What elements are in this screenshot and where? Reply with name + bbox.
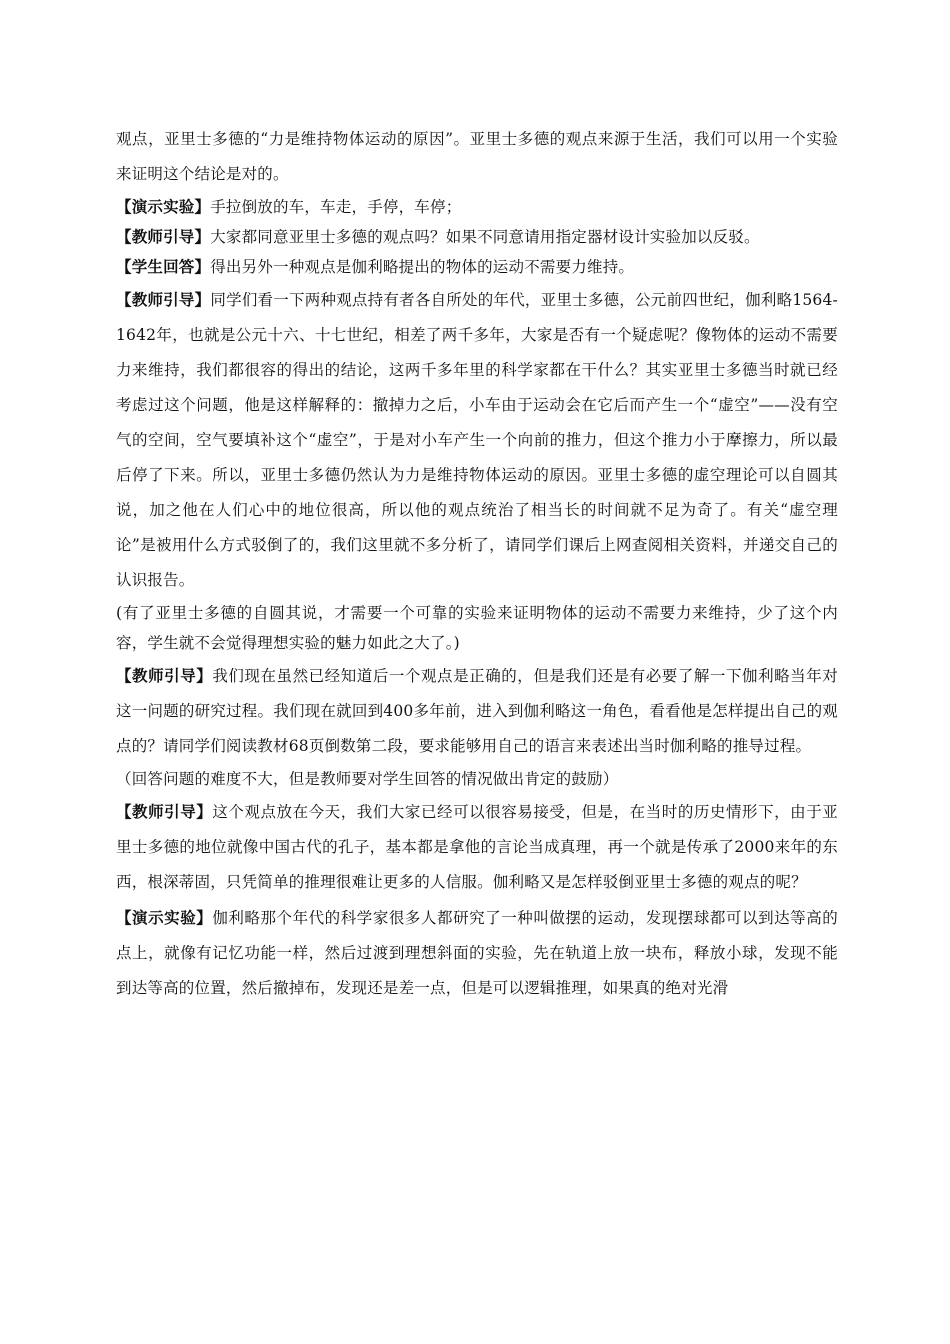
- paragraph-note-1: [116, 598, 838, 658]
- paragraph-demo-experiment-1: [116, 192, 838, 222]
- paragraph-label: 【教师引导】: [116, 666, 213, 685]
- paragraph-student-answer: [116, 252, 838, 282]
- paragraph-note-2: [116, 764, 838, 794]
- paragraph-teacher-guide-4: [116, 794, 838, 900]
- paragraph-label: 【演示实验】: [116, 197, 211, 216]
- paragraph-label: 【教师引导】: [116, 227, 211, 246]
- paragraph-label: 【教师引导】: [116, 290, 211, 309]
- paragraph-demo-experiment-2: [116, 900, 838, 1006]
- paragraph-text: (有了亚里士多德的自圆其说，才需要一个可靠的实验来证明物体的运动不需要力来维持，少了这个内容，学生就不会觉得理想实验的魅力如此之大了。): [116, 604, 838, 652]
- paragraph-teacher-guide-1: [116, 222, 838, 252]
- paragraph-teacher-guide-2: [116, 282, 838, 598]
- paragraph-text: 这个观点放在今天，我们大家已经可以很容易接受，但是，在当时的历史情形下，由于亚里士多德的地位就像中国古代的孔子，基本都是拿他的言论当成真理，再一个就是传承了2000来年的东西，根深蒂固，只凭简单的推理很难让更多的人信服。伽利略又是怎样驳倒亚里士多德的观点的呢？: [116, 803, 838, 891]
- paragraph-label: 【演示实验】: [116, 908, 213, 927]
- paragraph-label: 【学生回答】: [116, 257, 211, 276]
- paragraph-text: 同学们看一下两种观点持有者各自所处的年代，亚里士多德，公元前四世纪，伽利略1564-1642年，也就是公元十六、十七世纪，相差了两千多年，大家是否有一个疑虑呢？像物体的运动不需要力来维持，我们都很容的得出的结论，这两千多年里的科学家都在干什么？其实亚里士多德当时就已经考虑过这个问题，他是这样解释的：撤掉力之后，小车由于运动会在它后而产生一个“虚空”——没有空气的空间，空气要填补这个“虚空”，于是对小车产生一个向前的推力，但这个推力小于摩擦力，所以最后停了下来。所以，亚里士多德仍然认为力是维持物体运动的原因。亚里士多德的虚空理论可以自圆其说，加之他在人们心中的地位很高，所以他的观点统治了相当长的时间就不足为奇了。有关“虚空理论”是被用什么方式驳倒了的，我们这里就不多分析了，请同学们课后上网查阅相关资料，并递交自己的认识报告。: [116, 291, 838, 589]
- paragraph-text: 伽利略那个年代的科学家很多人都研究了一种叫做摆的运动，发现摆球都可以到达等高的点上，就像有记忆功能一样，然后过渡到理想斜面的实验，先在轨道上放一块布，释放小球，发现不能到达等高的位置，然后撤掉布，发现还是差一点，但是可以逻辑推理，如果真的绝对光滑: [116, 909, 838, 997]
- paragraph-text: 我们现在虽然已经知道后一个观点是正确的，但是我们还是有必要了解一下伽利略当年对这一问题的研究过程。我们现在就回到400多年前，进入到伽利略这一角色，看看他是怎样提出自己的观点的？请同学们阅读教材68页倒数第二段，要求能够用自己的语言来表述出当时伽利略的推导过程。: [116, 667, 838, 755]
- paragraph-text: 手拉倒放的车，车走，手停，车停；: [210, 198, 462, 216]
- paragraph-text: （回答问题的难度不大，但是教师要对学生回答的情况做出肯定的鼓励）: [116, 770, 619, 788]
- paragraph-text: 观点，亚里士多德的“力是维持物体运动的原因”。亚里士多德的观点来源于生活，我们可以用一个实验来证明这个结论是对的。: [116, 130, 838, 183]
- paragraph-label: 【教师引导】: [116, 802, 213, 821]
- paragraph-text: 大家都同意亚里士多德的观点吗？如果不同意请用指定器材设计实验加以反驳。: [210, 228, 760, 246]
- lesson-text: [116, 122, 838, 1006]
- paragraph-teacher-guide-3: [116, 658, 838, 764]
- paragraph-aristotle-view: [116, 122, 838, 192]
- paragraph-text: 得出另外一种观点是伽利略提出的物体的运动不需要力维持。: [210, 258, 635, 276]
